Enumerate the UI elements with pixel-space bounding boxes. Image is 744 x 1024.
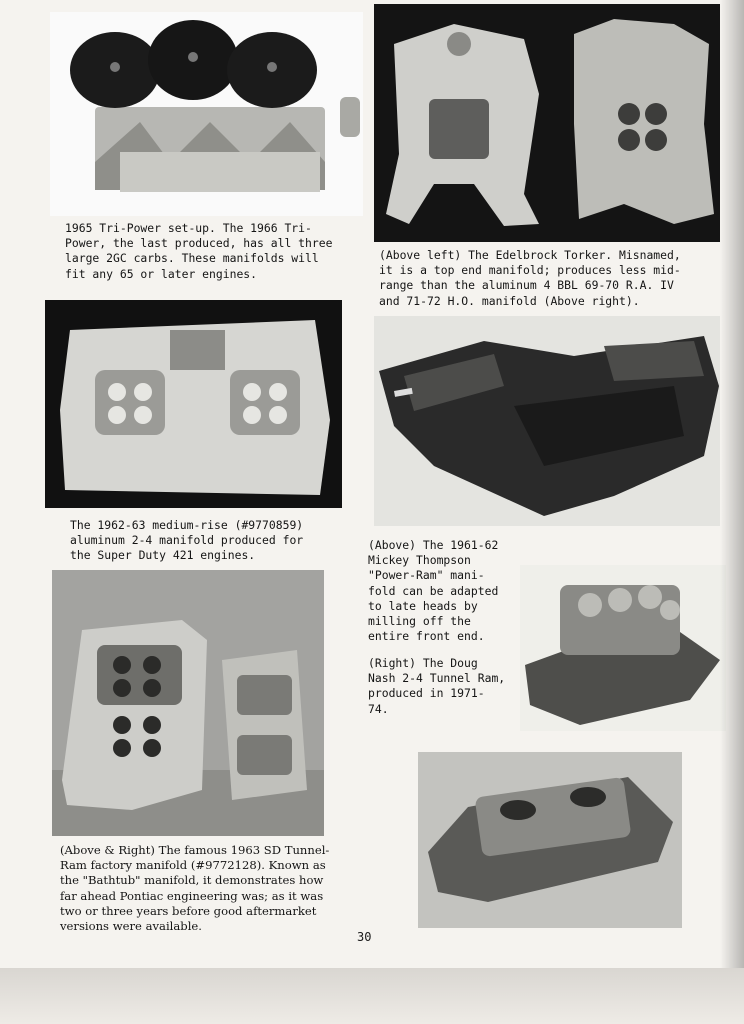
page-number: 30 [357, 930, 372, 944]
power-ram-image [374, 316, 720, 526]
caption-medium-rise: The 1962-63 medium-rise (#9770859) aluminum 2-4 manifold produced for the Super Duty 421 engines. [70, 518, 304, 563]
bathtub-pair-image [52, 570, 324, 836]
bathtub-assembled-image [418, 752, 682, 928]
caption-tri-power: 1965 Tri-Power set-up. The 1966 Tri- Power, the last produced, has all three large 2GC carbs. These manifolds will fit any 65 or later engines. [65, 221, 333, 281]
caption-power-ram: (Above) The 1961-62 Mickey Thompson "Power-Ram" mani- fold can be adapted to late heads by milling off the entire front end. [368, 538, 499, 644]
photo-bathtub-manifold-pair [52, 570, 324, 836]
photo-torker-manifolds [374, 4, 720, 242]
photo-bathtub-manifold-assembled [418, 752, 682, 928]
photo-tri-power-setup [50, 12, 363, 216]
photo-tunnel-ram [520, 565, 726, 731]
medium-rise-image [45, 300, 342, 508]
tunnel-ram-image [520, 565, 726, 731]
scan-background [0, 968, 744, 1024]
caption-torker: (Above left) The Edelbrock Torker. Misnamed, it is a top end manifold; produces less mid- range than the aluminum 4 BBL 69-70 R.A. IV and 71-72 H.O. manifold (Above right). [379, 248, 681, 308]
torker-image [374, 4, 720, 242]
photo-power-ram-manifold [374, 316, 720, 526]
caption-bathtub: (Above & Right) The famous 1963 SD Tunnel- Ram factory manifold (#9772128). Known as the "Bathtub" manifold, it demonstrates how far ahead Pontiac engineering was; as it was two or three years before good aftermarket versions were available. [60, 843, 330, 934]
photo-medium-rise-manifold [45, 300, 342, 508]
tri-power-image [50, 12, 363, 216]
page-edge-shadow [720, 0, 744, 968]
caption-tunnel-ram: (Right) The Doug Nash 2-4 Tunnel Ram, produced in 1971- 74. [368, 656, 506, 716]
